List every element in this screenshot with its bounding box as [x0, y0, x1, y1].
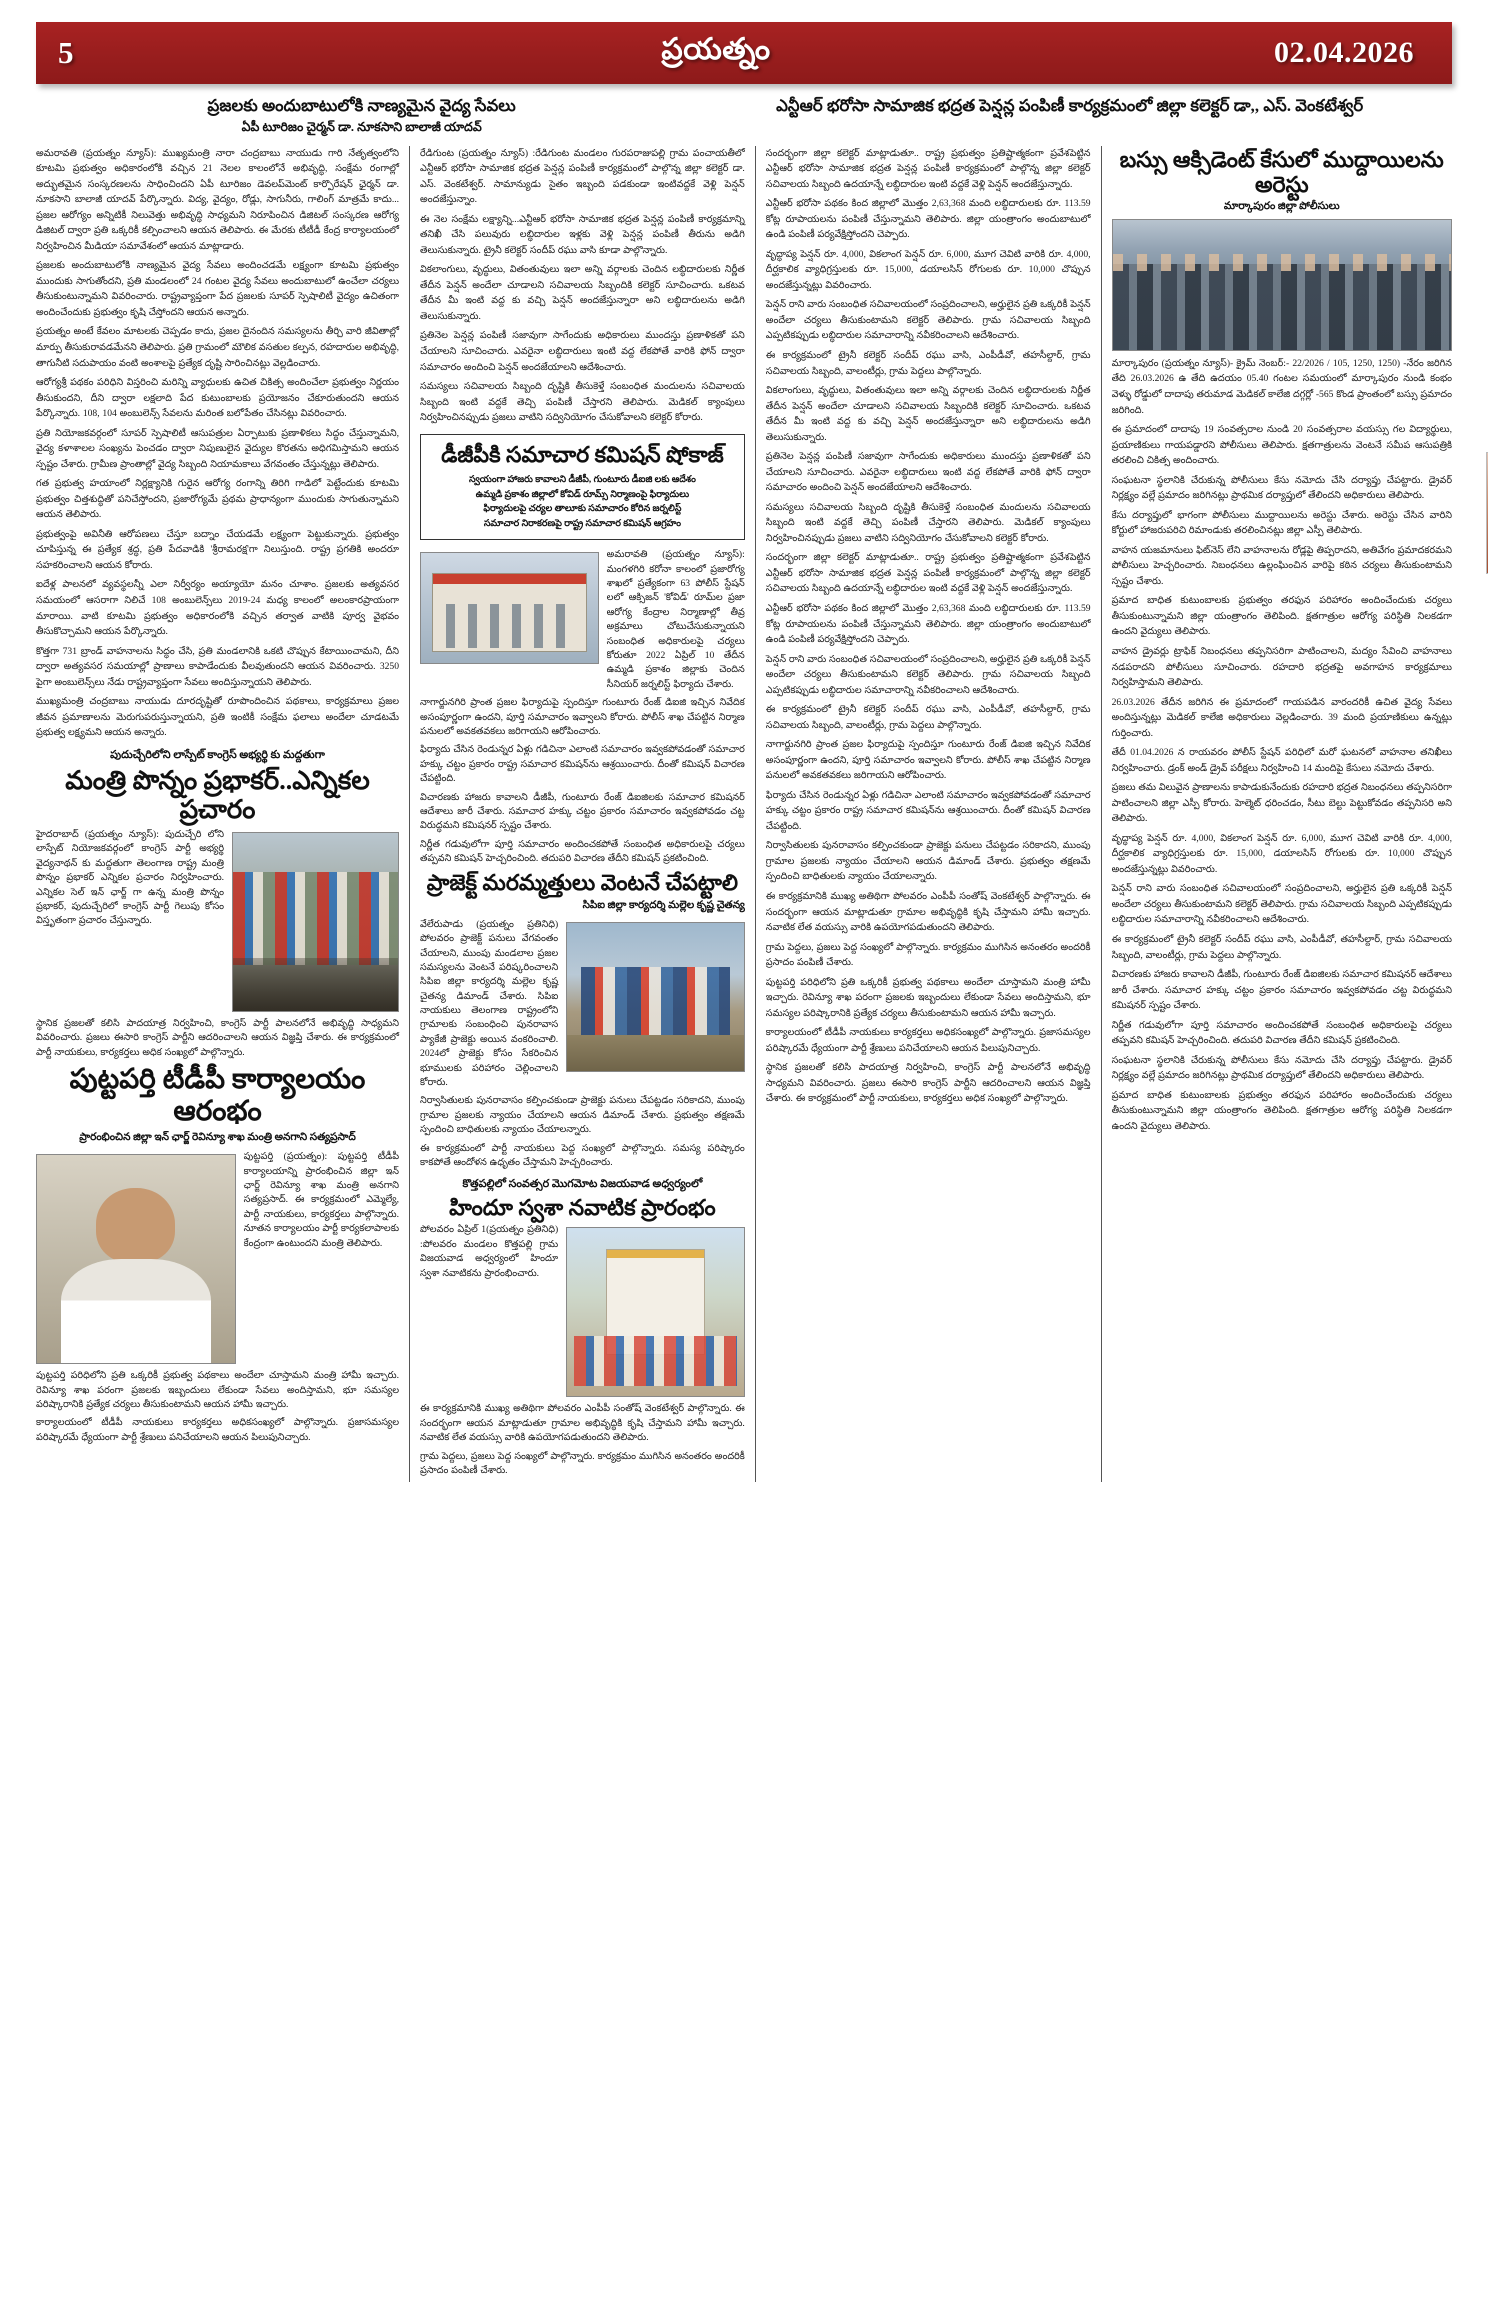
- article-with-portrait: [36, 1150, 399, 1369]
- page-number: 5: [58, 35, 74, 70]
- article-paragraph: ఎన్టీఆర్ భరోసా పథకం కింద జిల్లాలో మొత్తం 2,63,368 మంది లబ్ధిదారులకు రూ. 113.59 కోట్ల రూపాయలను పంపిణీ చేస్తున్నామని తెలిపారు. జిల్లా యంత్రాంగం అందుబాటులో ఉండి పంపిణీ పర్యవేక్షిస్తోందని చెప్పారు.: [765, 602, 1091, 646]
- article-paragraph: ప్రభుత్వంపై అవినీతి ఆరోపణలు చేస్తూ బద్నాం చేయడమే లక్ష్యంగా పెట్టుకున్నారు. ప్రభుత్వం చూపిస్తున్న ఈ ప్రత్యేక శ్రద్ధ, ప్రతి పేదవాడికి 'శ్రీరామరక్ష'గా నిలుస్తుంది. రాష్ట్ర ప్రగతికి అందరూ సహకరించాలని ఆయన కోరారు.: [36, 528, 400, 571]
- article-paragraph: ఈ ప్రమాదంలో దాదాపు 19 సంవత్సరాల నుండి 20 సంవత్సరాల వయస్సు గల విద్యార్థులు, ప్రయాణికులు గాయపడ్డారని పోలీసులు తెలిపారు. క్షతగాత్రులను వెంటనే సమీప ఆసుపత్రికి తరలించి చికిత్స అందించారు.: [1111, 424, 1453, 467]
- article-paragraph: పెన్షన్ రాని వారు సంబంధిత సచివాలయంలో సంప్రదించాలని, అర్హులైన ప్రతి ఒక్కరికీ పెన్షన్ అందేలా చర్యలు తీసుకుంటామని కలెక్టర్ తెలిపారు. గ్రామ సచివాలయ సిబ్బంది ఎప్పటికప్పుడు లబ్ధిదారుల సమాచారాన్ని నవీకరించాలని ఆదేశించారు.: [1111, 883, 1453, 926]
- photo-election-rally: [232, 832, 399, 1012]
- article-paragraph: వృద్ధాప్య పెన్షన్ రూ. 4,000, వికలాంగ పెన్షన్ రూ. 6,000, మూగ చెవిటి వారికి రూ. 4,000, దీర్ఘకాలిక వ్యాధిగ్రస్తులకు రూ. 15,000, డయాలసిస్ రోగులకు రూ. 10,000 చొప్పున అందజేస్తున్నట్లు వివరించారు.: [1111, 832, 1453, 875]
- byline-markapuram-police: మార్కాపురం జిల్లా పోలీసులు: [1223, 200, 1340, 212]
- headline-bus-accident-arrest: బస్సు ఆక్సిడెంట్ కేసులో ముద్దాయిలను అరెస్టు: [1119, 146, 1444, 197]
- article-paragraph: సమస్యలు సచివాలయ సిబ్బంది దృష్టికి తీసుకెళ్తే సంబంధిత మందులను సచివాలయ సిబ్బంది ఇంటి వద్దకే తెచ్చి పంపిణీ చేస్తారని తెలిపారు. మెడికల్ క్యాంపులు నిర్వహించినప్పుడు ప్రజలు వాటిని సద్వినియోగం చేసుకోవాలని కలెక్టర్ కోరారు.: [420, 381, 745, 424]
- article-paragraph: సంఘటనా స్థలానికి చేరుకున్న పోలీసులు కేసు నమోదు చేసి దర్యాప్తు చేపట్టారు. డ్రైవర్ నిర్లక్ష్యం వల్లే ప్రమాదం జరిగినట్లు ప్రాథమిక దర్యాప్తులో తేలిందని అధికారులు తెలిపారు.: [1111, 1054, 1453, 1082]
- headline-dgp-showcause: డీజీపీకి సమాచార కమిషన్ షోకాజ్: [441, 441, 724, 467]
- headline-ntr-bharosa-pension: ఎన్టీఆర్ భరోసా సామాజిక భద్రత పెన్షన్ల పంపిణీ కార్యక్రమంలో జిల్లా కలెక్టర్ డా,, ఎస్. వెంకటేశ్వర్: [776, 96, 1364, 115]
- article-text-block: [244, 1150, 399, 1255]
- article-text-block: [420, 1223, 558, 1285]
- subhead-tourism-chairman: ఏపీ టూరిజం చైర్మన్ డా. నూకసాని బాలాజీ యాదవ్: [241, 119, 482, 134]
- publication-date: 02.04.2026: [1274, 36, 1414, 69]
- kicker-puducherry: పుదుచ్చేరిలోని లాస్పేట్ కాంగ్రెస్ అభ్యర్థి కు మద్దతుగా: [110, 748, 325, 761]
- article-paragraph: ఈ కార్యక్రమంలో పార్టీ నాయకులు పెద్ద సంఖ్యలో పాల్గొన్నారు. సమస్య పరిష్కారం కాకపోతే ఆందోళన ఉధృతం చేస్తామని హెచ్చరించారు.: [420, 1142, 745, 1168]
- article-paragraph: అమరావతి (ప్రయత్నం న్యూస్): ముఖ్యమంత్రి నారా చంద్రబాబు నాయుడు గారి నేతృత్వంలోని కూటమి ప్రభుత్వం అధికారంలోకి వచ్చిన 21 నెలల కాలంలోనే అభివృద్ధి, సంక్షేమ రంగాల్లో అద్భుతమైన సంస్కరణలను సాధించిందని ఏపీ టూరిజం డెవలప్‌మెంట్ కార్పొరేషన్ ఛైర్మన్ డా. నూకసాని బాలాజీ యాదవ్ పేర్కొన్నారు. విద్య, వైద్యం, రోడ్లు, సాగునీరు, గాలింగ్ మాత్రమే కాదు... ప్రజల ఆరోగ్యం అన్నిటికీ నిలువెత్తు అభివృద్ధి సాధ్యమని నిరూపించిన డిజిటల్ సంస్కరణ ఆరోగ్య డిజిటల్ ద్వారా ప్రతి ఒక్కరికీ కల్పించాలని ఆయన తెలిపారు. ఈ మేరకు టీటీడీ కేంద్ర కార్యాలయంలో నిర్వహించిన మీడియా సమావేశంలో ఆయన మాట్లాడారు.: [36, 147, 400, 252]
- headline-health-services: ప్రజలకు అందుబాటులోకి నాణ్యమైన వైద్య సేవలు: [207, 96, 516, 115]
- article-paragraph: ప్రతినెల పెన్షన్ల పంపిణీ సజావుగా సాగేందుకు అధికారులు ముందస్తు ప్రణాళికతో పని చేయాలని సూచించారు. ఎవరైనా లబ్ధిదారులు ఇంటి వద్ద లేకపోతే వారికి ఫోన్ ద్వారా సమాచారం అందించి పెన్షన్ అందజేయాలని ఆదేశించారు.: [765, 451, 1091, 494]
- column-1: [36, 146, 409, 1483]
- box-subline: ఉమ్మడి ప్రకాశం జిల్లాలో కోవిడ్ రూమ్స్ నిర్మాణంపై ఫిర్యాదులు: [475, 489, 690, 500]
- article-paragraph: వాహన డ్రైవర్లు ట్రాఫిక్ నిబంధనలు తప్పనిసరిగా పాటించాలని, మద్యం సేవించి వాహనాలు నడపరాదని పోలీసులు సూచించారు. రహదారి భద్రతపై అవగాహన కార్యక్రమాలు నిర్వహిస్తామని తెలిపారు.: [1111, 645, 1453, 689]
- article-paragraph: సమస్యలు సచివాలయ సిబ్బంది దృష్టికి తీసుకెళ్తే సంబంధిత మందులను సచివాలయ సిబ్బంది ఇంటి వద్దకే తెచ్చి పంపిణీ చేస్తారని తెలిపారు. మెడికల్ క్యాంపులు నిర్వహించినప్పుడు ప్రజలు వాటిని సద్వినియోగం చేసుకోవాలని కలెక్టర్ కోరారు.: [765, 501, 1091, 544]
- photo-police-with-accused: [1112, 219, 1452, 351]
- column-4: [1101, 146, 1452, 1483]
- article-paragraph: వాహన యజమానులు ఫిట్‌నెస్ లేని వాహనాలను రోడ్లపై తిప్పరాదని, అతివేగం ప్రమాదకరమని పోలీసులు హెచ్చరించారు. నిబంధనలు ఉల్లంఘించిన వారిపై కఠిన చర్యలు తీసుకుంటామని స్పష్టం చేశారు.: [1111, 544, 1453, 587]
- article-paragraph: నాగార్జునగిరి ప్రాంత ప్రజల ఫిర్యాదుపై స్పందిస్తూ గుంటూరు రేంజ్ డిఐజి ఇచ్చిన నివేదిక అసంపూర్ణంగా ఉందని, పూర్తి సమాచారం ఇవ్వాలని కోరారు. పోలీస్ శాఖ చేపట్టిన నిర్మాణ పనులలో అవకతవకలు జరిగాయని ఆరోపించారు.: [765, 739, 1091, 782]
- headline-puttaparthi-tdp-office: పుట్టపర్తి టీడీపీ కార్యాలయం ఆరంభం: [69, 1064, 366, 1128]
- article-paragraph: గ్రామ పెద్దలు, ప్రజలు పెద్ద సంఖ్యలో పాల్గొన్నారు. కార్యక్రమం ముగిసిన అనంతరం అందరికీ ప్రసాదం పంపిణీ చేశారు.: [420, 1450, 745, 1476]
- article-paragraph: నిర్ణీత గడువులోగా పూర్తి సమాచారం అందించకపోతే సంబంధిత అధికారులపై చర్యలు తప్పవని కమిషన్ హెచ్చరించింది. తదుపరి విచారణ తేదీని కమిషన్ ప్రకటించింది.: [420, 838, 745, 865]
- article-with-photo: [420, 918, 745, 1095]
- byline-cpi-secretary: సిపిఐ జిల్లా కార్యదర్శి మల్లెల కృష్ణ చైతన్య: [582, 899, 745, 911]
- article-paragraph: స్థానిక ప్రజలతో కలిసి పాదయాత్ర నిర్వహించి, కాంగ్రెస్ పార్టీ పాలనలోనే అభివృద్ధి సాధ్యమని వివరించారు. ప్రజలు ఈసారి కాంగ్రెస్ పార్టీని ఆదరించాలని ఆయన విజ్ఞప్తి చేశారు. ఈ కార్యక్రమంలో పార్టీ నాయకులు, కార్యకర్తలు అధిక సంఖ్యలో పాల్గొన్నారు.: [765, 1062, 1091, 1105]
- article-paragraph: ప్రమాద బాధిత కుటుంబాలకు ప్రభుత్వం తరఫున పరిహారం అందించేందుకు చర్యలు తీసుకుంటున్నామని జిల్లా యంత్రాంగం తెలిపింది. క్షతగాత్రుల ఆరోగ్య పరిస్థితి నిలకడగా ఉందని వైద్యులు తెలిపారు.: [1111, 595, 1453, 638]
- article-paragraph: ఆరోగ్యశ్రీ పథకం పరిధిని విస్తరించి మరిన్ని వ్యాధులకు ఉచిత చికిత్స అందించేలా ప్రభుత్వం నిర్ణయం తీసుకుందని, దీని ద్వారా లక్షలాది పేద కుటుంబాలకు ప్రయోజనం చేకూరుతుందని ఆయన పేర్కొన్నారు. 108, 104 అంబులెన్స్ సేవలను మరింత బలోపేతం చేసినట్లు వివరించారు.: [36, 377, 400, 420]
- publication-title: ప్రయత్నం: [661, 32, 771, 66]
- article-paragraph: విచారణకు హాజరు కావాలని డీజీపీ, గుంటూరు రేంజ్ డిఐజిలకు సమాచార కమిషనర్ ఆదేశాలు జారీ చేశారు. సమాచార హక్కు చట్టం ప్రకారం సమాచారం ఇవ్వకపోవడం చట్ట విరుద్ధమని కమిషనర్ స్పష్టం చేశారు.: [420, 791, 745, 832]
- photo-minister-portrait: [36, 1154, 236, 1364]
- photo-portrait-wrap: [36, 1150, 236, 1369]
- article-paragraph: విచారణకు హాజరు కావాలని డీజీపీ, గుంటూరు రేంజ్ డిఐజిలకు సమాచార కమిషనర్ ఆదేశాలు జారీ చేశారు. సమాచార హక్కు చట్టం ప్రకారం సమాచారం ఇవ్వకపోవడం చట్ట విరుద్ధమని కమిషనర్ స్పష్టం చేశారు.: [1111, 969, 1453, 1012]
- article-paragraph: హైదరాబాద్ (ప్రయత్నం న్యూస్): పుదుచ్చేరి లోని లాస్పేట్ నియోజకవర్గంలో కాంగ్రెస్ పార్టీ అభ్యర్థి వైద్యనాథన్ కు మద్దతుగా తెలంగాణ రాష్ట్ర మంత్రి పొన్నం ప్రభాకర్ ఎన్నికల ప్రచారం నిర్వహించారు. ఎన్నికల సెల్ ఇన్ ఛార్జ్ గా ఉన్న మంత్రి పొన్నం ప్రభాకర్, పుదుచ్చేరిలో కాంగ్రెస్ పార్టీ గెలుపు కోసం విస్తృతంగా ప్రచారం చేస్తున్నారు.: [36, 829, 225, 927]
- article-paragraph: కార్యాలయంలో టీడీపీ నాయకులు కార్యకర్తలు అధికసంఖ్యలో పాల్గొన్నారు. ప్రజాసమస్యల పరిష్కారమే ధ్యేయంగా పార్టీ శ్రేణులు పనిచేయాలని ఆయన పిలుపునిచ్చారు.: [36, 1417, 400, 1443]
- article-paragraph: ఈ కార్యక్రమంలో ట్రైనీ కలెక్టర్ సందీప్ రఘు వాసి, ఎంపీడీవో, తహసీల్దార్, గ్రామ సచివాలయ సిబ్బంది, వాలంటీర్లు, గ్రామ పెద్దలు పాల్గొన్నారు.: [765, 704, 1091, 731]
- headline-ponnam-prabhakar: మంత్రి పొన్నం ప్రభాకర్..ఎన్నికల ప్రచారం: [65, 765, 370, 825]
- headline-hindu-swasha-navatika: హిందూ స్వశా నవాటిక ప్రారంభం: [449, 1195, 716, 1221]
- box-subline: స్వయంగా హాజరు కావాలని డీజీపీ, గుంటూరు డీఐజి లకు ఆదేశం: [469, 474, 696, 485]
- byline-minister-anagani: ప్రారంభించిన జిల్లా ఇన్ ఛార్జ్ రెవిన్యూ శాఖ మంత్రి అనగాని సత్యప్రసాద్: [79, 1131, 356, 1143]
- column-container: [36, 146, 1452, 1483]
- article-paragraph: వృద్ధాప్య పెన్షన్ రూ. 4,000, వికలాంగ పెన్షన్ రూ. 6,000, మూగ చెవిటి వారికి రూ. 4,000, దీర్ఘకాలిక వ్యాధిగ్రస్తులకు రూ. 15,000, డయాలసిస్ రోగులకు రూ. 10,000 చొప్పున అందజేస్తున్నట్లు వివరించారు.: [765, 248, 1091, 291]
- article-paragraph: నిర్ణీత గడువులోగా పూర్తి సమాచారం అందించకపోతే సంబంధిత అధికారులపై చర్యలు తప్పవని కమిషన్ హెచ్చరించింది. తదుపరి విచారణ తేదీని కమిషన్ ప్రకటించింది.: [1111, 1019, 1453, 1047]
- article-paragraph: పుట్టపర్తి పరిధిలోని ప్రతి ఒక్కరికీ ప్రభుత్వ పథకాలు అందేలా చూస్తామని మంత్రి హామీ ఇచ్చారు. రెవిన్యూ శాఖ పరంగా ప్రజలకు ఇబ్బందులు లేకుండా సేవలు అందిస్తామని, భూ సమస్యల పరిష్కారానికి ప్రత్యేక చర్యలు తీసుకుంటామని ఆయన హామీ ఇచ్చారు.: [36, 1370, 400, 1410]
- article-paragraph: ఈ కార్యక్రమానికి ముఖ్య అతిథిగా పోలవరం ఎంపీపీ సంతోష్ వెంకటేశ్వర్ పాల్గొన్నారు. ఈ సందర్భంగా ఆయన మాట్లాడుతూ గ్రామాల అభివృద్ధికి కృషి చేస్తామని హామీ ఇచ్చారు. నవాటిక లేత వయస్సు వారికి ఉపయోగపడుతుందని తెలిపారు.: [420, 1403, 745, 1444]
- column-3: [755, 146, 1101, 1483]
- article-paragraph: స్థానిక ప్రజలతో కలిసి పాదయాత్ర నిర్వహించి, కాంగ్రెస్ పార్టీ పాలనలోనే అభివృద్ధి సాధ్యమని వివరించారు. ప్రజలు ఈసారి కాంగ్రెస్ పార్టీని ఆదరించాలని ఆయన విజ్ఞప్తి చేశారు. ఈ కార్యక్రమంలో పార్టీ నాయకులు, కార్యకర్తలు అధిక సంఖ్యలో పాల్గొన్నారు.: [36, 1018, 400, 1058]
- article-text-block: [607, 548, 745, 696]
- article-paragraph: రేడిగుంట (ప్రయత్నం న్యూస్) :రేడిగుంట మండలం గురపరాజుపల్లి గ్రామ పంచాయతీలో ఎన్టీఆర్ భరోసా సామాజిక భద్రత పెన్షన్ల పంపిణీ కార్యక్రమంలో పాల్గొన్న జిల్లా కలెక్టర్ డా. ఎస్. వెంకటేశ్వర్. సామాన్యుడు సైతం ఇబ్బంది పడకుండా ఇంటివద్దకే వెళ్లి పెన్షన్ అందజేస్తున్నాం.: [420, 147, 745, 206]
- article-paragraph: గ్రామ పెద్దలు, ప్రజలు పెద్ద సంఖ్యలో పాల్గొన్నారు. కార్యక్రమం ముగిసిన అనంతరం అందరికీ ప్రసాదం పంపిణీ చేశారు.: [765, 941, 1091, 969]
- article-paragraph: నిర్వాసితులకు పునరావాసం కల్పించకుండా ప్రాజెక్టు పనులు చేపట్టడం సరికాదని, ముంపు గ్రామాల ప్రజలకు న్యాయం చేయాలని ఆయన డిమాండ్ చేశారు. ప్రభుత్వం తక్షణమే స్పందించి బాధితులకు న్యాయం చేయాలన్నారు.: [765, 840, 1091, 883]
- article-with-photo: [420, 548, 745, 696]
- photo-commission-wrap: [420, 548, 599, 669]
- article-paragraph: కొత్తగా 731 బ్రాండ్ వాహనాలను సిద్ధం చేసి, ప్రతి మండలానికి ఒకటి చొప్పున కేటాయించామని, దీని ద్వారా అత్యవసర సమయాల్లో ప్రాణాలు కాపాడేందుకు వీలవుతుందని ఆయన వివరించారు. 3250 పైగా అంబులెన్స్‌లు నేడు రాష్ట్రవ్యాప్తంగా సేవలు అందిస్తున్నాయని తెలిపారు.: [36, 645, 400, 688]
- article-paragraph: మార్కాపురం (ప్రయత్నం న్యూస్)- క్రైమ్ నెంబర్:- 22/2026 / 105, 1250, 1250) -నేరం జరిగిన తేది 26.03.2026 ఉ తేది ఉదయం 05.40 గంటల సమయంలో మార్కాపురం నుండి కంభం వెళ్ళు రోడ్డులో దాదాపు తరుమాడ మెడికల్ కాలేజి దగ్గర్లో -565 కొండ ప్రాంతంలో బస్సు ప్రమాదం జరిగింది.: [1111, 357, 1453, 416]
- box-dgp-showcause: [420, 434, 745, 541]
- article-paragraph: ప్రయత్నం అంటే కేవలం మాటలకు చెప్పడం కాదు, ప్రజల దైనందిన సమస్యలను తీర్చి వారి జీవితాల్లో మార్పు తీసుకురావడమేనని తెలిపారు. ప్రతి గ్రామంలో మౌలిక వసతుల కల్పన, రహదారుల అభివృద్ధి, తాగునీటి సదుపాయం వంటి అంశాలపై ప్రత్యేక దృష్టి సారించినట్లు వెల్లడించారు.: [36, 326, 400, 369]
- newspaper-page: [0, 22, 1488, 2301]
- article-paragraph: ఈ కార్యక్రమానికి ముఖ్య అతిథిగా పోలవరం ఎంపీపీ సంతోష్ వెంకటేశ్వర్ పాల్గొన్నారు. ఈ సందర్భంగా ఆయన మాట్లాడుతూ గ్రామాల అభివృద్ధికి కృషి చేస్తామని హామీ ఇచ్చారు. నవాటిక లేత వయస్సు వారికి ఉపయోగపడుతుందని తెలిపారు.: [765, 891, 1091, 934]
- article-paragraph: 26.03.2026 తేదీన జరిగిన ఈ ప్రమాదంలో గాయపడిన వారందరికీ ఉచిత వైద్య సేవలు అందిస్తున్నట్లు మెడికల్ కాలేజి అధికారులు వెల్లడించారు. 39 మంది ప్రయాణికులు ఉన్నట్లు గుర్తించారు.: [1111, 696, 1453, 739]
- article-paragraph: వికలాంగులు, వృద్ధులు, వితంతువులు ఇలా అన్ని వర్గాలకు చెందిన లబ్ధిదారులకు నిర్ణీత తేదీన పెన్షన్ అందేలా చూడాలని సచివాలయ సిబ్బందికి కలెక్టర్ సూచించారు. ఒకటవ తేదీన మీ ఇంటి వద్ద కు వచ్చి పెన్షన్ అందజేస్తున్నారా అని లబ్ధిదారులను అడిగి తెలుసుకున్నారు.: [420, 264, 745, 322]
- article-with-photo: [420, 1223, 745, 1402]
- photo-rally-wrap: [232, 828, 399, 1017]
- article-text-block: [420, 918, 558, 1095]
- article-paragraph: కేసు దర్యాప్తులో భాగంగా పోలీసులు ముద్దాయిలను అరెస్టు చేశారు. అరెస్టు చేసిన వారిని కోర్టులో హాజరుపరిచి రిమాండుకు తరలించినట్లు జిల్లా ఎస్పీ తెలిపారు.: [1111, 509, 1453, 537]
- masthead: [36, 22, 1452, 84]
- headline-project-repairs: ప్రాజెక్ట్ మరమ్మత్తులు వెంటనే చేపట్టాలి: [426, 870, 739, 896]
- article-paragraph: గత ప్రభుత్వ హయాంలో నిర్లక్ష్యానికి గురైన ఆరోగ్య రంగాన్ని తిరిగి గాడిలో పెట్టేందుకు కూటమి ప్రభుత్వం చిత్తశుద్ధితో పనిచేస్తోందని, ప్రజారోగ్యమే ప్రథమ ప్రాధాన్యంగా ముందుకు సాగుతున్నామని ఆయన తెలిపారు.: [36, 478, 400, 521]
- article-paragraph: వేలేరుపాడు (ప్రయత్నం ప్రతినిధి) పోలవరం ప్రాజెక్ట్ పనులు వేగవంతం చేయాలని, ముంపు మండలాల ప్రజల సమస్యలను వెంటనే పరిష్కరించాలని సిపిఐ జిల్లా కార్యదర్శి మల్లెల కృష్ణ చైతన్య డిమాండ్ చేశారు. సిపిఐ నాయకులు తెలంగాణ రాష్ట్రంలోని గ్రామాలకు సంబంధించి పునరావాస ప్యాకేజీ ప్రాజెక్టు అయిన వంకరించాలి. 2024లో ప్రాజెక్టు కోసం సేకరించిన భూములకు పరిహారం చెల్లించాలని కోరారు.: [420, 918, 559, 1089]
- photo-inauguration-ceremony: [566, 1227, 745, 1397]
- kicker-kottapalli: కొత్తపల్లిలో సంవత్సర మొగమోట విజయవాడ అధ్వర్యంలో: [462, 1178, 703, 1191]
- article-paragraph: ప్రజలు తమ విలువైన ప్రాణాలను కాపాడుకునేందుకు రహదారి భద్రత నిబంధనలు తప్పనిసరిగా పాటించాలని జిల్లా ఎస్పీ కోరారు. హెల్మెట్ ధరించడం, సీటు బెల్టు పెట్టుకోవడం తప్పనిసరి అని తెలిపారు.: [1111, 782, 1453, 825]
- article-paragraph: పెన్షన్ రాని వారు సంబంధిత సచివాలయంలో సంప్రదించాలని, అర్హులైన ప్రతి ఒక్కరికీ పెన్షన్ అందేలా చర్యలు తీసుకుంటామని కలెక్టర్ తెలిపారు. గ్రామ సచివాలయ సిబ్బంది ఎప్పటికప్పుడు లబ్ధిదారుల సమాచారాన్ని నవీకరించాలని ఆదేశించారు.: [765, 299, 1091, 342]
- article-paragraph: నాగార్జునగిరి ప్రాంత ప్రజల ఫిర్యాదుపై స్పందిస్తూ గుంటూరు రేంజ్ డిఐజి ఇచ్చిన నివేదిక అసంపూర్ణంగా ఉందని, పూర్తి సమాచారం ఇవ్వాలని కోరారు. పోలీస్ శాఖ చేపట్టిన నిర్మాణ పనులలో అవకతవకలు జరిగాయని ఆరోపించారు.: [420, 697, 745, 737]
- article-paragraph: ఈ కార్యక్రమంలో ట్రైనీ కలెక్టర్ సందీప్ రఘు వాసి, ఎంపీడీవో, తహసీల్దార్, గ్రామ సచివాలయ సిబ్బంది, వాలంటీర్లు, గ్రామ పెద్దలు పాల్గొన్నారు.: [1111, 934, 1453, 961]
- article-paragraph: ప్రతినెల పెన్షన్ల పంపిణీ సజావుగా సాగేందుకు అధికారులు ముందస్తు ప్రణాళికతో పని చేయాలని సూచించారు. ఎవరైనా లబ్ధిదారులు ఇంటి వద్ద లేకపోతే వారికి ఫోన్ ద్వారా సమాచారం అందించి పెన్షన్ అందజేయాలని ఆదేశించారు.: [420, 330, 745, 373]
- article-paragraph: ఫిర్యాదు చేసిన రెండున్నర ఏళ్లు గడిచినా ఎలాంటి సమాచారం ఇవ్వకపోవడంతో సమాచార హక్కు చట్టం ప్రకారం రాష్ట్ర సమాచార కమిషన్‌ను ఆశ్రయించారు. దీంతో కమిషన్ విచారణ చేపట్టింది.: [765, 789, 1091, 832]
- article-paragraph: ప్రజలకు అందుబాటులోకి నాణ్యమైన వైద్య సేవలు అందించడమే లక్ష్యంగా కూటమి ప్రభుత్వం ముందుకు సాగుతోందని, ప్రతి మండలంలో 24 గంటల వైద్య సేవలు అందుబాటులో ఉంచేలా చర్యలు తీసుకుంటున్నామని వివరించారు. రాష్ట్రవ్యాప్తంగా పేద ప్రజలకు సూపర్ స్పెషాలిటీ వైద్యం ఉచితంగా అందించేందుకు ప్రభుత్వం కృషి చేస్తోందని ఆయన అన్నారు.: [36, 260, 400, 318]
- article-paragraph: ఈ నెల సంక్షేమ లక్ష్యాన్ని...ఎన్టీఆర్ భరోసా సామాజిక భద్రత పెన్షన్ల పంపిణీ కార్యక్రమాన్ని తనిఖీ చేసి పలువురు లబ్ధిదారుల ఇళ్లకు వెళ్లి పెన్షన్ల పంపిణీ తీరును అడిగి తెలుసుకున్నారు. ట్రైనీ కలెక్టర్ సందీప్ రఘు వాసి కూడా పాల్గొన్నారు.: [420, 213, 745, 256]
- article-paragraph: ప్రమాద బాధిత కుటుంబాలకు ప్రభుత్వం తరఫున పరిహారం అందించేందుకు చర్యలు తీసుకుంటున్నామని జిల్లా యంత్రాంగం తెలిపింది. క్షతగాత్రుల ఆరోగ్య పరిస్థితి నిలకడగా ఉందని వైద్యులు తెలిపారు.: [1111, 1089, 1453, 1132]
- article-paragraph: సందర్భంగా జిల్లా కలెక్టర్ మాట్లాడుతూ.. రాష్ట్ర ప్రభుత్వం ప్రతిష్టాత్మకంగా ప్రవేశపెట్టిన ఎన్టీఆర్ భరోసా సామాజిక భద్రత పెన్షన్ల పంపిణీ కార్యక్రమంలో పాల్గొన్న జిల్లా కలెక్టర్ సచివాలయ సిబ్బంది ఉదయాన్నే లబ్ధిదారుల ఇంటి వద్దకే వెళ్లి పెన్షన్ అందజేస్తున్నారు.: [765, 552, 1091, 595]
- article-paragraph: కార్యాలయంలో టీడీపీ నాయకులు కార్యకర్తలు అధికసంఖ్యలో పాల్గొన్నారు. ప్రజాసమస్యల పరిష్కారమే ధ్యేయంగా పార్టీ శ్రేణులు పనిచేయాలని ఆయన పిలుపునిచ్చారు.: [765, 1027, 1091, 1054]
- article-with-photo: [36, 828, 399, 1017]
- article-paragraph: పుట్టపర్తి (ప్రయత్నం): పుట్టపర్తి టీడీపీ కార్యాలయాన్ని ప్రారంభించిన జిల్లా ఇన్ ఛార్జ్ రెవిన్యూ శాఖ మంత్రి అనగాని సత్యప్రసాద్. ఈ కార్యక్రమంలో ఎమ్మెల్యే, పార్టీ నాయకులు, కార్యకర్తలు పాల్గొన్నారు. నూతన కార్యాలయం పార్టీ కార్యకలాపాలకు కేంద్రంగా ఉంటుందని మంత్రి తెలిపారు.: [243, 1151, 400, 1249]
- top-headline-left: [36, 96, 687, 138]
- article-paragraph: ప్రతి నియోజకవర్గంలో సూపర్ స్పెషాలిటీ ఆసుపత్రుల ఏర్పాటుకు ప్రణాళికలు సిద్ధం చేస్తున్నామని, వైద్య కళాశాలల సంఖ్యను పెంచడం ద్వారా నిపుణులైన వైద్యుల కొరతను అధిగమిస్తామని ఆయన స్పష్టం చేశారు. గ్రామీణ ప్రాంతాల్లో వైద్య సిబ్బంది నియామకాలు వేగవంతం చేస్తున్నట్లు తెలిపారు.: [36, 427, 400, 470]
- photo-project-wrap: [566, 918, 745, 1077]
- article-paragraph: ఫిర్యాదు చేసిన రెండున్నర ఏళ్లు గడిచినా ఎలాంటి సమాచారం ఇవ్వకపోవడంతో సమాచార హక్కు చట్టం ప్రకారం రాష్ట్ర సమాచార కమిషన్‌ను ఆశ్రయించారు. దీంతో కమిషన్ విచారణ చేపట్టింది.: [420, 744, 745, 785]
- article-paragraph: అమరావతి (ప్రయత్నం న్యూస్): మంగళగిరి కరోనా కాలంలో ప్రజారోగ్య శాఖలో ప్రత్యేకంగా 63 పోలీస్ స్టేషన్ లలో ఆక్సిజన్ 'కోవిడ్' రూమ్‌ల ప్రజా ఆరోగ్య కేంద్రాల నిర్మాణాల్లో తీవ్ర అక్రమాలు చోటుచేసుకున్నాయని సంబంధిత అధికారులపై చర్యలు కోరుతూ 2022 ఏప్రిల్ 10 తేదీన ఉమ్మడి ప్రకాశం జిల్లాకు చెందిన సీనియర్ జర్నలిస్ట్ ఫిర్యాదు చేశారు.: [606, 549, 745, 690]
- article-paragraph: ముఖ్యమంత్రి చంద్రబాబు నాయుడు దూరదృష్టితో రూపొందించిన పథకాలు, కార్యక్రమాలు ప్రజల జీవన ప్రమాణాలను మెరుగుపరుస్తున్నాయని, ప్రతి ఇంటికీ సంక్షేమ ఫలాలు అందేలా చూడటమే ప్రభుత్వ లక్ష్యమని ఆయన అన్నారు.: [36, 696, 400, 739]
- article-paragraph: సందర్భంగా జిల్లా కలెక్టర్ మాట్లాడుతూ.. రాష్ట్ర ప్రభుత్వం ప్రతిష్టాత్మకంగా ప్రవేశపెట్టిన ఎన్టీఆర్ భరోసా సామాజిక భద్రత పెన్షన్ల పంపిణీ కార్యక్రమంలో పాల్గొన్న జిల్లా కలెక్టర్ సచివాలయ సిబ్బంది ఉదయాన్నే లబ్ధిదారుల ఇంటి వద్దకే వెళ్లి పెన్షన్ అందజేస్తున్నారు.: [765, 147, 1091, 190]
- article-paragraph: వికలాంగులు, వృద్ధులు, వితంతువులు ఇలా అన్ని వర్గాలకు చెందిన లబ్ధిదారులకు నిర్ణీత తేదీన పెన్షన్ అందేలా చూడాలని సచివాలయ సిబ్బందికి కలెక్టర్ సూచించారు. ఒకటవ తేదీన మీ ఇంటి వద్ద కు వచ్చి పెన్షన్ అందజేస్తున్నారా అని లబ్ధిదారులను అడిగి తెలుసుకున్నారు.: [765, 385, 1091, 443]
- article-paragraph: సంఘటనా స్థలానికి చేరుకున్న పోలీసులు కేసు నమోదు చేసి దర్యాప్తు చేపట్టారు. డ్రైవర్ నిర్లక్ష్యం వల్లే ప్రమాదం జరిగినట్లు ప్రాథమిక దర్యాప్తులో తేలిందని అధికారులు తెలిపారు.: [1111, 474, 1453, 502]
- article-paragraph: పుట్టపర్తి పరిధిలోని ప్రతి ఒక్కరికీ ప్రభుత్వ పథకాలు అందేలా చూస్తామని మంత్రి హామీ ఇచ్చారు. రెవిన్యూ శాఖ పరంగా ప్రజలకు ఇబ్బందులు లేకుండా సేవలు అందిస్తామని, భూ సమస్యల పరిష్కారానికి ప్రత్యేక చర్యలు తీసుకుంటామని ఆయన హామీ ఇచ్చారు.: [765, 976, 1091, 1019]
- article-paragraph: ఎన్టీఆర్ భరోసా పథకం కింద జిల్లాలో మొత్తం 2,63,368 మంది లబ్ధిదారులకు రూ. 113.59 కోట్ల రూపాయలను పంపిణీ చేస్తున్నామని తెలిపారు. జిల్లా యంత్రాంగం అందుబాటులో ఉండి పంపిణీ పర్యవేక్షిస్తోందని చెప్పారు.: [765, 198, 1091, 241]
- article-paragraph: ఐదేళ్ల పాలనలో వ్యవస్థలన్నీ ఎలా నిర్వీర్యం అయ్యాయో మనం చూశాం. ప్రజలకు అత్యవసర సమయంలో ఆసరాగా నిలిచే 108 అంబులెన్స్‌లు 2019-24 మధ్య కాలంలో అలంకారప్రాయంగా మారాయి. వాటి కూటమి ప్రభుత్వం అధికారంలోకి వచ్చిన తర్వాత వాటికి పూర్వ వైభవం తీసుకొచ్చామని ఆయన పేర్కొన్నారు.: [36, 579, 400, 638]
- article-paragraph: పెన్షన్ రాని వారు సంబంధిత సచివాలయంలో సంప్రదించాలని, అర్హులైన ప్రతి ఒక్కరికీ పెన్షన్ అందేలా చర్యలు తీసుకుంటామని కలెక్టర్ తెలిపారు. గ్రామ సచివాలయ సిబ్బంది ఎప్పటికప్పుడు లబ్ధిదారుల సమాచారాన్ని నవీకరించాలని ఆదేశించారు.: [765, 653, 1091, 696]
- photo-ap-information-commission-building: [420, 552, 599, 664]
- article-paragraph: ఈ కార్యక్రమంలో ట్రైనీ కలెక్టర్ సందీప్ రఘు వాసి, ఎంపీడీవో, తహసీల్దార్, గ్రామ సచివాలయ సిబ్బంది, వాలంటీర్లు, గ్రామ పెద్దలు పాల్గొన్నారు.: [765, 350, 1091, 377]
- article-paragraph: తేదీ 01.04.2026 న రాయవరం పోలీస్ స్టేషన్ పరిధిలో మరో ఘటనలో వాహనాల తనిఖీలు నిర్వహించారు. డ్రంక్ అండ్ డ్రైవ్ పరీక్షలు నిర్వహించి 14 మందిపై కేసులు నమోదు చేశారు.: [1111, 747, 1453, 774]
- top-headline-row: [36, 96, 1452, 138]
- box-subline: ఫిర్యాదులపై చర్యల తాలూకు సమాచారం కోరిన జర్నలిస్ట్: [483, 504, 682, 515]
- box-subline: సమాచార నిరాకరణపై రాష్ట్ర సమాచార కమిషన్ ఆగ్రహం: [483, 518, 681, 529]
- article-paragraph: నిర్వాసితులకు పునరావాసం కల్పించకుండా ప్రాజెక్టు పనులు చేపట్టడం సరికాదని, ముంపు గ్రామాల ప్రజలకు న్యాయం చేయాలని ఆయన డిమాండ్ చేశారు. ప్రభుత్వం తక్షణమే స్పందించి బాధితులకు న్యాయం చేయాలన్నారు.: [420, 1095, 745, 1136]
- photo-temple-wrap: [566, 1223, 745, 1402]
- top-headline-right: [687, 96, 1452, 117]
- article-text-block: [36, 828, 224, 933]
- column-2: [409, 146, 755, 1483]
- photo-project-inspection: [566, 922, 745, 1072]
- article-paragraph: పోలవరం ఏప్రిల్ 1(ప్రయత్నం ప్రతినిధి) :పోలవరం మండలం కొత్తపల్లి గ్రామ విజయవాడ అధ్వర్యంలో హిందూ స్వశా నవాటికను ప్రారంభించారు.: [420, 1224, 559, 1279]
